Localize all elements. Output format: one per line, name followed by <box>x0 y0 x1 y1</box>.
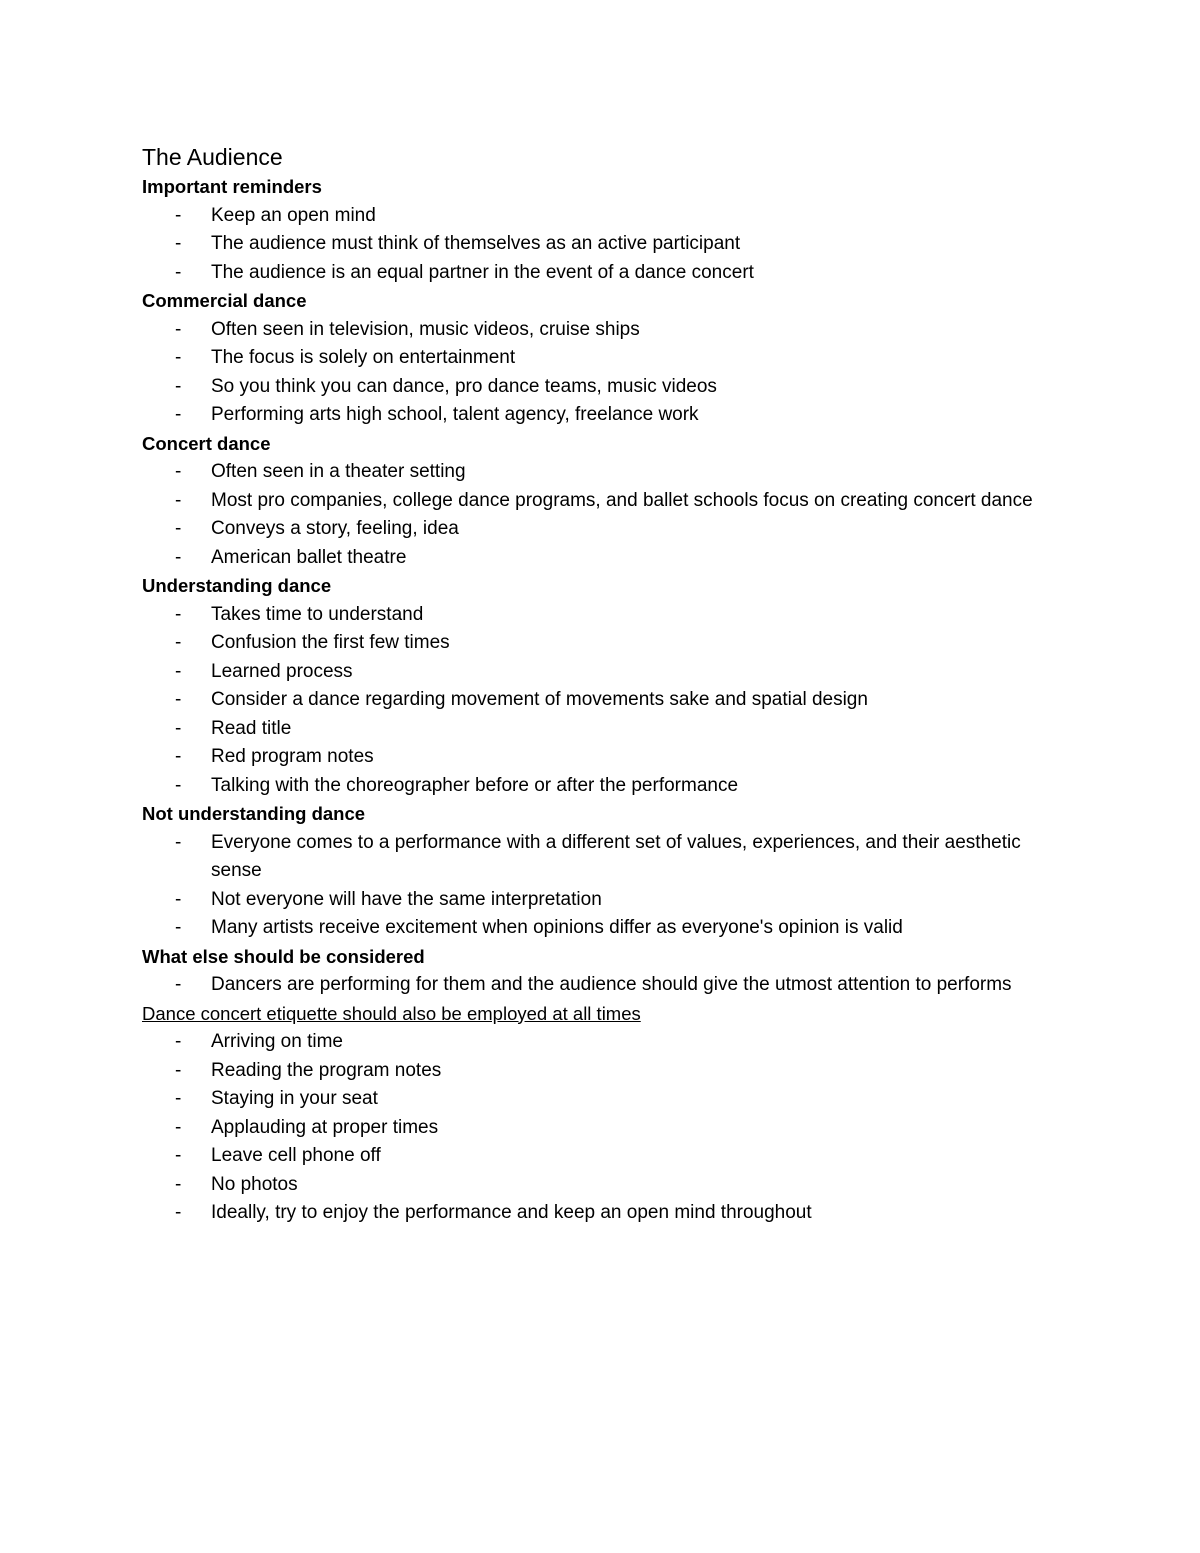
list-item <box>142 1085 1052 1114</box>
list-item <box>142 401 1052 430</box>
list-item-text: Dancers are performing for them and the audience should give the utmost attention to performs <box>211 974 1012 995</box>
bullet-dash: - <box>175 888 182 910</box>
list-item-text: Many artists receive excitement when opinions differ as everyone's opinion is valid <box>211 917 903 938</box>
list-item <box>142 316 1052 345</box>
bullet-dash: - <box>175 717 182 739</box>
list-item-text: American ballet theatre <box>211 546 407 568</box>
bullet-dash: - <box>175 1173 182 1195</box>
list-item <box>142 515 1052 544</box>
list-item <box>142 344 1052 373</box>
page-title: The Audience <box>142 144 283 170</box>
bullet-dash: - <box>175 347 182 368</box>
bullet-dash: - <box>175 603 182 625</box>
section-heading: Understanding dance <box>142 575 332 596</box>
list-item-text: The audience must think of themselves as an active participant <box>211 233 741 254</box>
list-item-text: Ideally, try to enjoy the performance and keep an open mind throughout <box>211 1202 812 1223</box>
list-item <box>142 544 1052 573</box>
list-item <box>142 658 1052 687</box>
bullet-dash: - <box>175 974 182 995</box>
list-item <box>142 1199 1052 1228</box>
list-item-text: Often seen in television, music videos, cruise ships <box>211 318 640 340</box>
list-item <box>142 230 1052 259</box>
list-item <box>142 829 1052 886</box>
bullet-list <box>142 971 1052 1000</box>
list-item <box>142 487 1052 516</box>
list-item <box>142 743 1052 772</box>
list-item-text: The audience is an equal partner in the event of a dance concert <box>211 261 754 283</box>
list-item-text: Often seen in a theater setting <box>211 461 466 482</box>
list-item-text: Confusion the first few times <box>211 632 450 653</box>
list-item <box>142 259 1052 288</box>
list-item <box>142 914 1052 943</box>
section-heading: Important reminders <box>142 176 322 197</box>
bullet-dash: - <box>175 1145 182 1166</box>
bullet-dash: - <box>175 261 182 283</box>
list-item-text: Takes time to understand <box>211 603 424 625</box>
bullet-dash: - <box>175 1059 182 1081</box>
list-item <box>142 373 1052 402</box>
list-item-text: Talking with the choreographer before or after the performance <box>211 774 739 796</box>
bullet-dash: - <box>175 1088 182 1109</box>
list-item-text: Keep an open mind <box>211 204 376 226</box>
bullet-dash: - <box>175 831 182 853</box>
section-heading: Concert dance <box>142 432 271 454</box>
bullet-dash: - <box>175 375 182 397</box>
list-item-text: Read title <box>211 717 292 739</box>
bullet-list <box>142 601 1052 801</box>
bullet-list <box>142 1028 1052 1228</box>
list-item <box>142 1171 1052 1200</box>
list-item-text: Not everyone will have the same interpretation <box>211 888 602 910</box>
list-item <box>142 629 1052 658</box>
list-item <box>142 1028 1052 1057</box>
list-item-text: Learned process <box>211 660 353 682</box>
document-body <box>142 173 1052 1228</box>
list-item-text: Staying in your seat <box>211 1088 378 1109</box>
list-item <box>142 1114 1052 1143</box>
bullet-dash: - <box>175 546 182 568</box>
list-item-text: Conveys a story, feeling, idea <box>211 518 459 539</box>
bullet-dash: - <box>175 660 182 682</box>
list-item <box>142 715 1052 744</box>
bullet-dash: - <box>175 404 182 425</box>
bullet-list <box>142 829 1052 943</box>
bullet-list <box>142 458 1052 572</box>
list-item <box>142 458 1052 487</box>
list-item-text: Most pro companies, college dance programs, and ballet schools focus on creating concert dance <box>211 489 1033 511</box>
bullet-list <box>142 202 1052 288</box>
list-item-text: Consider a dance regarding movement of movements sake and spatial design <box>211 689 868 710</box>
list-item-text: Leave cell phone off <box>211 1145 381 1166</box>
bullet-dash: - <box>175 233 182 254</box>
list-item <box>142 971 1052 1000</box>
list-item-text: Arriving on time <box>211 1031 343 1052</box>
bullet-dash: - <box>175 689 182 710</box>
bullet-dash: - <box>175 632 182 653</box>
document-page <box>142 142 1052 1228</box>
section-heading: Commercial dance <box>142 290 307 311</box>
list-item-text: Red program notes <box>211 746 374 767</box>
list-item-text: Applauding at proper times <box>211 1116 439 1138</box>
list-item-text: The focus is solely on entertainment <box>211 347 516 368</box>
list-item-text: No photos <box>211 1173 298 1195</box>
list-item <box>142 772 1052 801</box>
bullet-dash: - <box>175 917 182 938</box>
bullet-dash: - <box>175 461 182 482</box>
list-item <box>142 886 1052 915</box>
bullet-dash: - <box>175 1116 182 1138</box>
list-item-text: Reading the program notes <box>211 1059 442 1081</box>
list-item-text: Performing arts high school, talent agency, freelance work <box>211 404 699 425</box>
bullet-dash: - <box>175 518 182 539</box>
list-item <box>142 1057 1052 1086</box>
list-item <box>142 1142 1052 1171</box>
section-heading: Not understanding dance <box>142 803 366 824</box>
list-item-text: So you think you can dance, pro dance teams, music videos <box>211 375 717 397</box>
section-heading: What else should be considered <box>142 945 425 967</box>
list-item <box>142 686 1052 715</box>
list-item <box>142 601 1052 630</box>
bullet-dash: - <box>175 774 182 796</box>
bullet-dash: - <box>175 318 182 340</box>
bullet-list <box>142 316 1052 430</box>
bullet-dash: - <box>175 489 182 511</box>
section-heading: Dance concert etiquette should also be employed at all times <box>142 1002 641 1024</box>
bullet-dash: - <box>175 746 182 767</box>
list-item <box>142 202 1052 231</box>
list-item-text: Everyone comes to a performance with a different set of values, experiences, and their aesthetic sense <box>211 831 1021 881</box>
bullet-dash: - <box>175 204 182 226</box>
bullet-dash: - <box>175 1202 182 1223</box>
bullet-dash: - <box>175 1031 182 1052</box>
